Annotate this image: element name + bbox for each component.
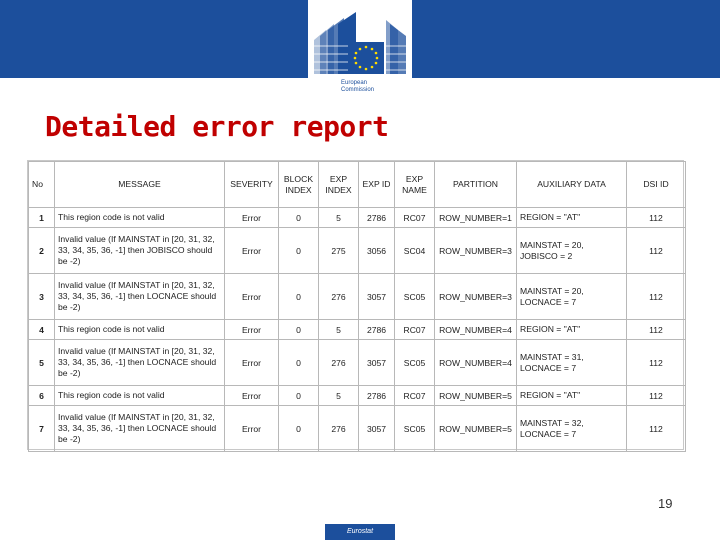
cell-message: This region code is not valid [55, 320, 225, 340]
cell-partition: ROW_NUMBER=5 [435, 386, 517, 406]
column-header: BLOCK INDEX [279, 162, 319, 208]
cell-auxiliary-data: MAINSTAT = 31, LOCNACE = 7 [517, 340, 627, 386]
cell-no: 3 [29, 274, 55, 320]
cell-severity: Error [225, 386, 279, 406]
table-row [29, 340, 686, 386]
cell-exp-index: 275 [319, 228, 359, 274]
cell-partition: ROW_NUMBER=3 [435, 274, 517, 320]
table-row [29, 274, 686, 320]
error-report-table [28, 161, 686, 452]
table-row [29, 228, 686, 274]
cell-exp-id: 3057 [359, 406, 395, 452]
cell-no: 4 [29, 320, 55, 340]
logo-line-2: Commission [341, 87, 375, 93]
error-report-table-container [27, 160, 684, 450]
cell-block-index: 0 [279, 406, 319, 452]
cell-exp-index: 5 [319, 208, 359, 228]
european-commission-logo [308, 0, 412, 104]
cell-auxiliary-data: MAINSTAT = 20, LOCNACE = 7 [517, 274, 627, 320]
cell-partition: ROW_NUMBER=4 [435, 320, 517, 340]
cell-block-index: 0 [279, 228, 319, 274]
cell-dsi-id: 112 [627, 386, 686, 406]
cell-exp-name: SC05 [395, 340, 435, 386]
cell-exp-name: RC07 [395, 386, 435, 406]
cell-dsi-id: 112 [627, 340, 686, 386]
cell-dsi-id: 112 [627, 274, 686, 320]
cell-no: 2 [29, 228, 55, 274]
cell-message: Invalid value (If MAINSTAT in [20, 31, 32, 33, 34, 35, 36, -1] then LOCNACE should be -2) [55, 340, 225, 386]
cell-message: Invalid value (If MAINSTAT in [20, 31, 32, 33, 34, 35, 36, -1] then LOCNACE should be -2) [55, 406, 225, 452]
column-header: DSI ID [627, 162, 686, 208]
cell-severity: Error [225, 274, 279, 320]
cell-message: Invalid value (If MAINSTAT in [20, 31, 32, 33, 34, 35, 36, -1] then JOBISCO should be -2) [55, 228, 225, 274]
cell-dsi-id: 112 [627, 320, 686, 340]
cell-partition: ROW_NUMBER=4 [435, 340, 517, 386]
cell-severity: Error [225, 208, 279, 228]
cell-exp-id: 2786 [359, 386, 395, 406]
table-row [29, 208, 686, 228]
cell-severity: Error [225, 340, 279, 386]
cell-exp-name: SC04 [395, 228, 435, 274]
column-header: No [29, 162, 55, 208]
cell-block-index: 0 [279, 320, 319, 340]
cell-partition: ROW_NUMBER=5 [435, 406, 517, 452]
cell-block-index: 0 [279, 340, 319, 386]
cell-exp-id: 2786 [359, 320, 395, 340]
column-header: SEVERITY [225, 162, 279, 208]
table-row [29, 386, 686, 406]
cell-partition: ROW_NUMBER=3 [435, 228, 517, 274]
cell-exp-name: RC07 [395, 208, 435, 228]
logo-line-1: European [341, 80, 368, 86]
cell-exp-index: 276 [319, 274, 359, 320]
cell-severity: Error [225, 320, 279, 340]
column-header: EXP NAME [395, 162, 435, 208]
cell-auxiliary-data: MAINSTAT = 32, LOCNACE = 7 [517, 406, 627, 452]
cell-dsi-id: 112 [627, 406, 686, 452]
column-header: PARTITION [435, 162, 517, 208]
column-header: MESSAGE [55, 162, 225, 208]
cell-exp-index: 5 [319, 386, 359, 406]
table-header-row [29, 162, 686, 208]
cell-exp-id: 3057 [359, 340, 395, 386]
cell-auxiliary-data: MAINSTAT = 20, JOBISCO = 2 [517, 228, 627, 274]
cell-message: This region code is not valid [55, 386, 225, 406]
cell-exp-index: 276 [319, 406, 359, 452]
cell-exp-index: 276 [319, 340, 359, 386]
cell-block-index: 0 [279, 274, 319, 320]
cell-exp-name: SC05 [395, 274, 435, 320]
cell-no: 6 [29, 386, 55, 406]
logo-text [341, 80, 374, 94]
page-number: 19 [658, 496, 673, 511]
cell-exp-id: 2786 [359, 208, 395, 228]
cell-no: 5 [29, 340, 55, 386]
table-row [29, 320, 686, 340]
cell-block-index: 0 [279, 386, 319, 406]
column-header: AUXILIARY DATA [517, 162, 627, 208]
cell-severity: Error [225, 228, 279, 274]
cell-no: 1 [29, 208, 55, 228]
cell-auxiliary-data: REGION = "AT" [517, 386, 627, 406]
cell-dsi-id: 112 [627, 208, 686, 228]
eurostat-badge: Eurostat [325, 524, 395, 540]
cell-auxiliary-data: REGION = "AT" [517, 320, 627, 340]
cell-exp-id: 3057 [359, 274, 395, 320]
cell-exp-id: 3056 [359, 228, 395, 274]
page-title: Detailed error report [45, 110, 389, 143]
cell-message: Invalid value (If MAINSTAT in [20, 31, 32, 33, 34, 35, 36, -1] then LOCNACE should be -2) [55, 274, 225, 320]
cell-severity: Error [225, 406, 279, 452]
cell-message: This region code is not valid [55, 208, 225, 228]
commission-building-icon [308, 0, 412, 82]
cell-exp-name: SC05 [395, 406, 435, 452]
cell-dsi-id: 112 [627, 228, 686, 274]
column-header: EXP INDEX [319, 162, 359, 208]
cell-auxiliary-data: REGION = "AT" [517, 208, 627, 228]
cell-exp-name: RC07 [395, 320, 435, 340]
cell-partition: ROW_NUMBER=1 [435, 208, 517, 228]
cell-exp-index: 5 [319, 320, 359, 340]
cell-no: 7 [29, 406, 55, 452]
cell-block-index: 0 [279, 208, 319, 228]
table-row [29, 406, 686, 452]
column-header: EXP ID [359, 162, 395, 208]
